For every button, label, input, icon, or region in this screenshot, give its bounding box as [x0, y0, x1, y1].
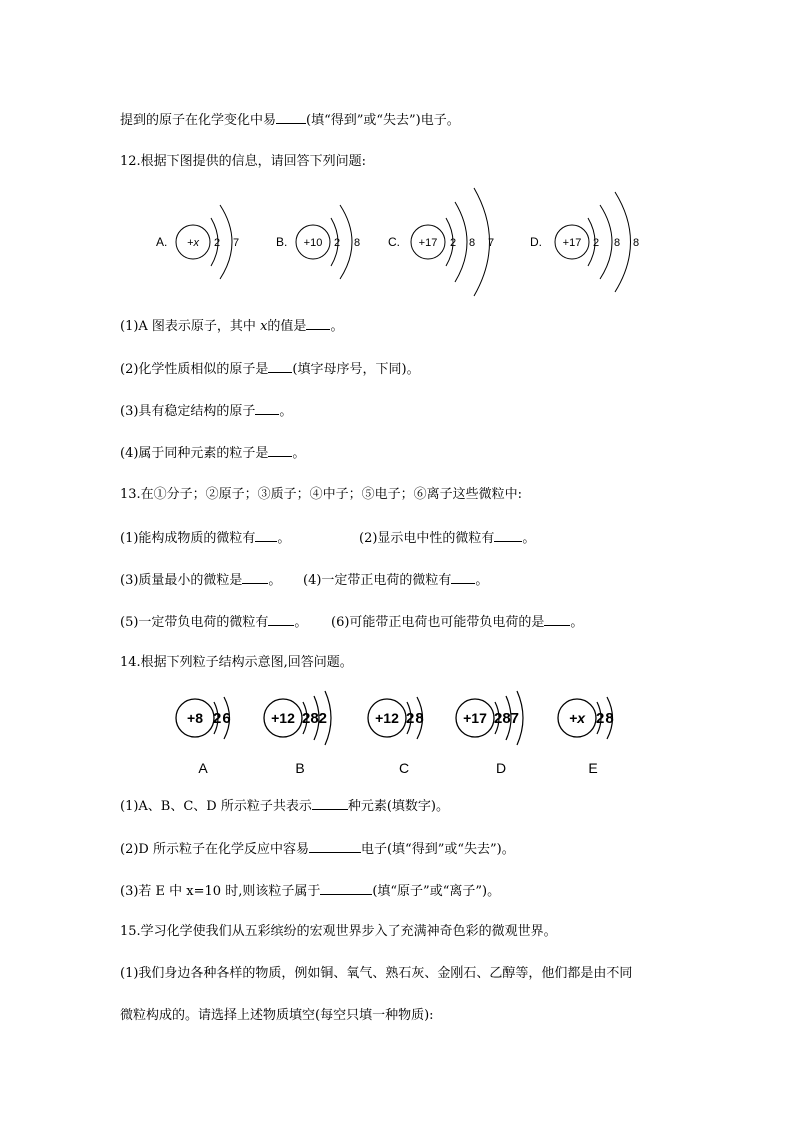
atom-14-b	[264, 691, 331, 745]
answer-blank[interactable]	[268, 444, 292, 457]
atom-12-b-letter: B.	[276, 235, 288, 249]
question-14-3: (3)若 E 中 x=10 时,则该粒子属于 (填“原子”或“离子”)。	[120, 884, 501, 899]
answer-blank[interactable]	[451, 571, 475, 584]
question-12-4: (4)属于同种元素的粒子是 。	[120, 446, 306, 461]
atom-14-d-nucleus: +17	[463, 710, 487, 726]
atom-12-c	[388, 188, 494, 296]
answer-blank[interactable]	[242, 571, 268, 584]
answer-blank[interactable]	[255, 402, 279, 415]
atom-14-b-electrons: 282	[302, 710, 328, 727]
question-13-title: 13.在①分子；②原子；③质子；④中子；⑤电子；⑥离子这些微粒中:	[120, 487, 523, 502]
question-14-title: 14.根据下列粒子结构示意图,回答问题。	[120, 655, 353, 670]
question-13-row3: (5)一定带负电荷的微粒有 。	[120, 615, 308, 630]
electron-shell-arc	[220, 205, 232, 279]
atom-12-a-letter: A.	[156, 235, 168, 249]
atom-12-b-e1: 2	[333, 237, 341, 249]
atom-12-d-nucleus: +17	[562, 237, 582, 249]
atom-12-c-e1: 2	[449, 237, 457, 249]
answer-blank[interactable]	[255, 529, 277, 542]
atom-12-a-nucleus: +x	[187, 237, 199, 249]
question-14-2: (2)D 所示粒子在化学反应中容易 电子(填“得到”或“失去”)。	[120, 842, 515, 857]
atom-14-a-label: A	[198, 760, 208, 775]
question-13-row1: (1)能构成物质的微粒有 。	[120, 531, 291, 546]
answer-blank[interactable]	[544, 613, 570, 626]
atom-14-c-nucleus: +12	[375, 710, 399, 726]
atom-12-a-e2: 7	[232, 237, 240, 249]
answer-blank[interactable]	[276, 111, 306, 124]
answer-blank[interactable]	[494, 529, 522, 542]
atom-12-d	[530, 192, 639, 292]
atom-14-e-nucleus: +x	[569, 710, 585, 726]
answer-blank[interactable]	[306, 317, 330, 330]
atom-14-b-label: B	[295, 760, 305, 775]
question-13-6: (6)可能带正电荷也可能带负电荷的是 。	[331, 615, 584, 630]
atom-12-d-e3: 8	[632, 237, 640, 249]
question-12-2: (2)化学性质相似的原子是 (填字母序号，下同)。	[120, 362, 420, 377]
atom-12-c-letter: C.	[388, 235, 400, 249]
atom-12-d-e1: 2	[592, 237, 600, 249]
atom-14-d-electrons: 287	[494, 710, 520, 727]
answer-blank[interactable]	[312, 797, 348, 810]
atom-12-c-e2: 8	[468, 237, 476, 249]
atom-14-b-nucleus: +12	[271, 710, 295, 726]
question-12-1: (1)A 图表示原子，其中 x的值是 。	[120, 319, 344, 334]
atom-12-a-e1: 2	[213, 237, 221, 249]
atom-12-b-nucleus: +10	[303, 237, 323, 249]
question-13-4: (4)一定带正电荷的微粒有 。	[303, 573, 489, 588]
atom-14-c-electrons: 28	[406, 710, 425, 727]
atom-12-d-e2: 8	[613, 237, 621, 249]
question-13-row2: (3)质量最小的微粒是 。	[120, 573, 282, 588]
atom-12-b-e2: 8	[353, 237, 361, 249]
atom-12-a	[156, 205, 239, 279]
question-12-3: (3)具有稳定结构的原子 。	[120, 404, 293, 419]
answer-blank[interactable]	[320, 882, 372, 895]
electron-shell-arc	[340, 205, 352, 279]
atom-14-a-nucleus: +8	[187, 710, 203, 726]
electron-shell-arc	[600, 205, 612, 279]
atom-14-e-electrons: 28	[596, 710, 615, 727]
atom-14-c-label: C	[398, 760, 410, 775]
atom-14-a-electrons: 26	[213, 710, 232, 727]
answer-blank[interactable]	[309, 840, 361, 853]
atom-12-c-nucleus: +17	[418, 237, 438, 249]
answer-blank[interactable]	[268, 613, 294, 626]
question-12-title: 12.根据下图提供的信息，请回答下列问题:	[120, 154, 367, 169]
question-15-line1: (1)我们身边各种各样的物质，例如铜、氧气、熟石灰、金刚石、乙醇等，他们都是由不同	[120, 966, 633, 981]
atom-diagram-12	[0, 180, 794, 320]
atom-diagram-14	[0, 685, 794, 775]
atom-14-d-label: D	[495, 760, 507, 775]
atom-12-c-e3: 7	[487, 237, 495, 249]
atom-14-d	[456, 691, 523, 745]
atom-14-e	[558, 697, 615, 739]
question-15-title: 15.学习化学使我们从五彩缤纷的宏观世界步入了充满神奇色彩的微观世界。	[120, 924, 557, 939]
atom-12-b	[276, 205, 360, 279]
atom-12-d-letter: D.	[530, 235, 542, 249]
atom-14-e-label: E	[588, 760, 598, 775]
answer-blank[interactable]	[268, 360, 292, 373]
electron-shell-arc	[455, 202, 467, 282]
question-14-1: (1)A、B、C、D 所示粒子共表示 种元素(填数字)。	[120, 799, 450, 814]
atom-14-c	[368, 697, 425, 739]
text-line-1: 提到的原子在化学变化中易 (填“得到”或“失去”)电子。	[120, 113, 460, 128]
question-13-2: (2)显示电中性的微粒有 。	[359, 531, 536, 546]
atom-14-a	[176, 697, 232, 739]
question-15-line2: 微粒构成的。请选择上述物质填空(每空只填一种物质):	[120, 1008, 434, 1023]
